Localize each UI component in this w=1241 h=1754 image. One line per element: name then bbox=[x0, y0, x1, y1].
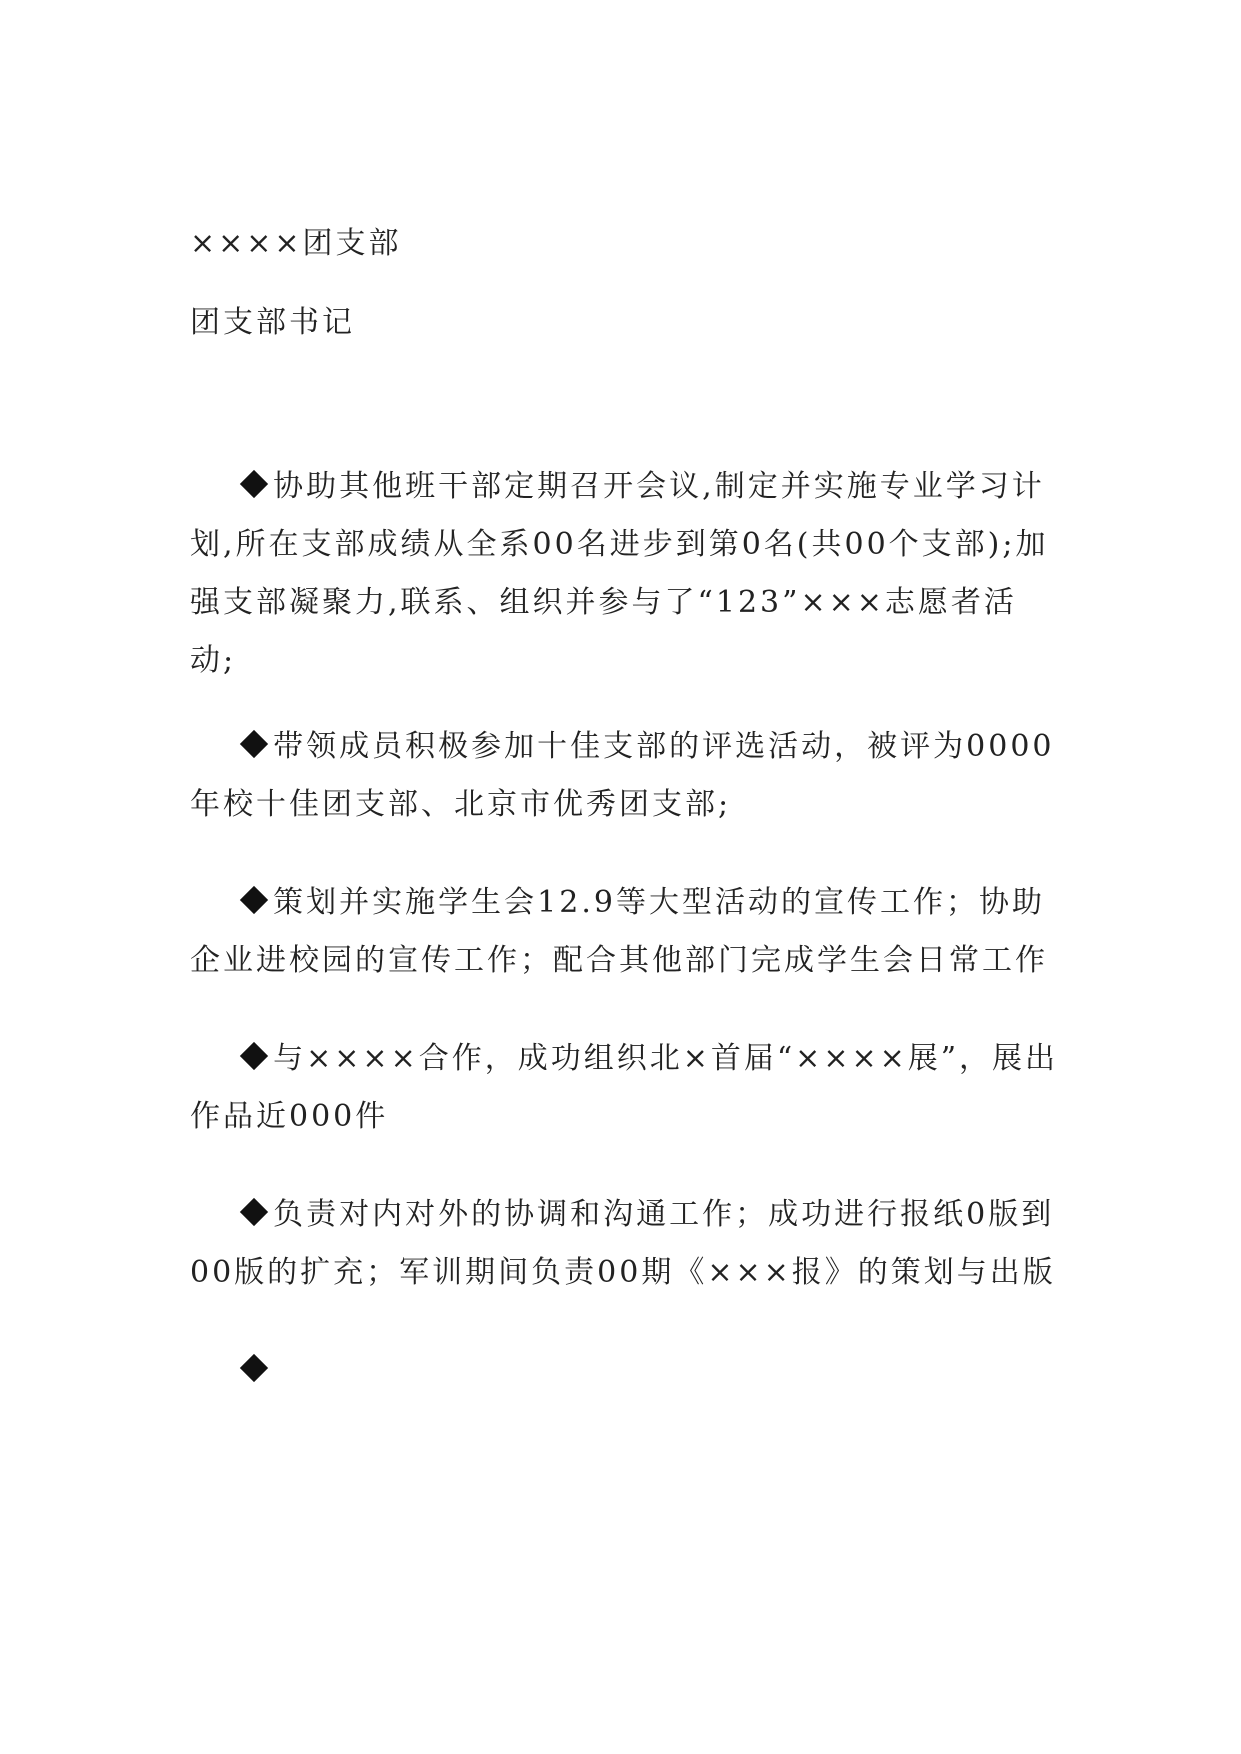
bullet-diamond-icon bbox=[240, 1354, 268, 1382]
item-text: 策划并实施学生会12.9等大型活动的宣传工作；协助企业进校园的宣传工作；配合其他部门完成学生会日常工作 bbox=[190, 885, 1048, 978]
item-text: 负责对内对外的协调和沟通工作；成功进行报纸0版到00版的扩充；军训期间负责00期《×××报》的策划与出版 bbox=[190, 1197, 1056, 1290]
list-item bbox=[190, 1284, 1060, 1458]
bullet-diamond-icon bbox=[240, 886, 268, 914]
position-title: 团支部书记 bbox=[190, 305, 355, 340]
bullet-diamond-icon bbox=[240, 470, 268, 498]
bullet-diamond-icon bbox=[240, 730, 268, 758]
org-name: ××××团支部 bbox=[190, 226, 402, 261]
item-text: 带领成员积极参加十佳支部的评选活动，被评为0000年校十佳团支部、北京市优秀团支部; bbox=[190, 729, 1055, 822]
bullet-diamond-icon bbox=[240, 1042, 268, 1070]
bullet-diamond-icon bbox=[240, 1198, 268, 1226]
item-text: 协助其他班干部定期召开会议,制定并实施专业学习计划,所在支部成绩从全系00名进步到第0名(共00个支部);加强支部凝聚力,联系、组织并参与了“123”×××志愿者活动; bbox=[190, 469, 1049, 678]
item-text: 与××××合作，成功组织北×首届“××××展”，展出作品近000件 bbox=[190, 1041, 1059, 1134]
